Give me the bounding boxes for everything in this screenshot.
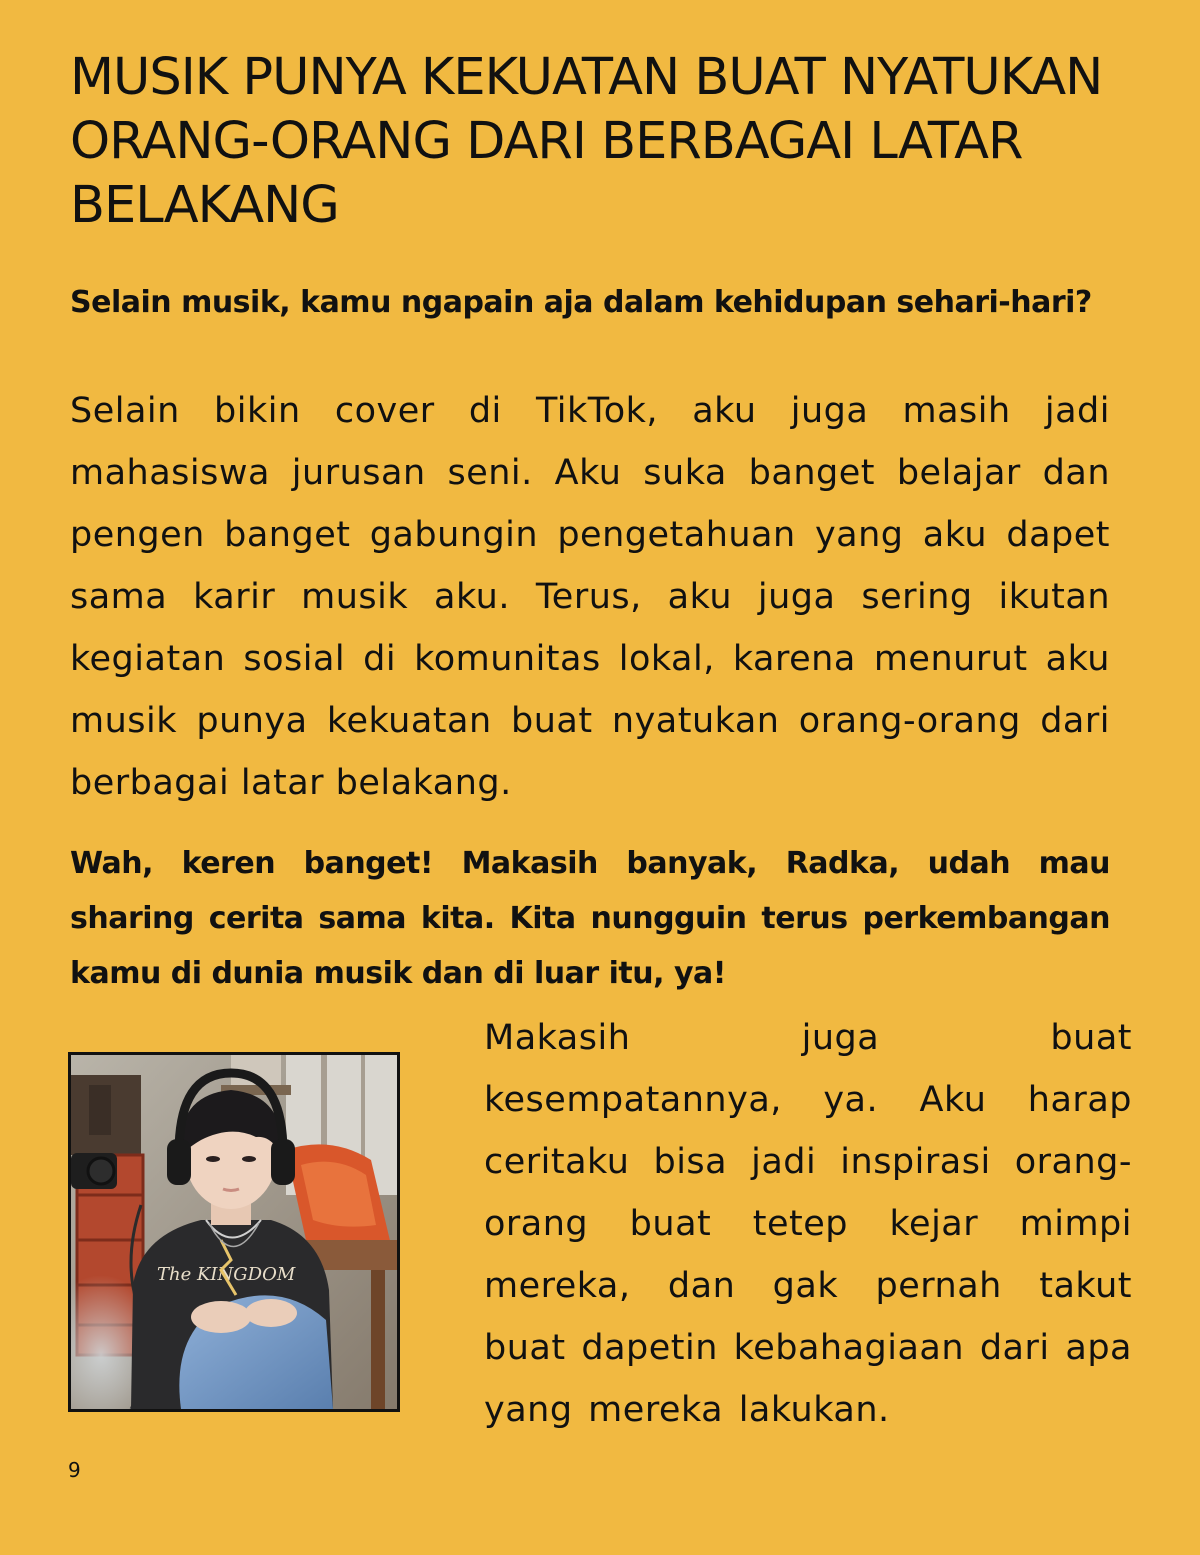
portrait-illustration (71, 1055, 397, 1409)
page-number: 9 (68, 1458, 81, 1482)
interview-question-2: Wah, keren banget! Makasih banyak, Radka, udah mau sharing cerita sama kita. Kita nungguin terus perkembangan kamu di dunia musik dan di luar itu, ya! (70, 846, 1110, 991)
interview-question-1: Selain musik, kamu ngapain aja dalam kehidupan sehari-hari? (70, 285, 1092, 320)
interview-answer-1: Selain bikin cover di TikTok, aku juga masih jadi mahasiswa jurusan seni. Aku suka banget belajar dan pengen banget gabungin pengetahuan yang aku dapet sama karir musik aku. Terus, aku juga sering ikutan kegiatan sosial di komunitas lokal, karena menurut aku musik punya kekuatan buat nyatukan orang-orang dari berbagai latar belakang. (70, 391, 1110, 803)
page-title: MUSIK PUNYA KEKUATAN BUAT NYATUKAN ORANG-ORANG DARI BERBAGAI LATAR BELAKANG (70, 48, 1103, 235)
portrait-photo (68, 1052, 400, 1412)
shirt-graphic-script: The KINGDOM (157, 1264, 296, 1285)
interview-answer-2: Makasih juga buat kesempatannya, ya. Aku harap ceritaku bisa jadi inspirasi orang-orang buat tetep kejar mimpi mereka, dan gak pernah takut buat dapetin kebahagiaan dari apa yang mereka lakukan. (484, 1018, 1132, 1430)
